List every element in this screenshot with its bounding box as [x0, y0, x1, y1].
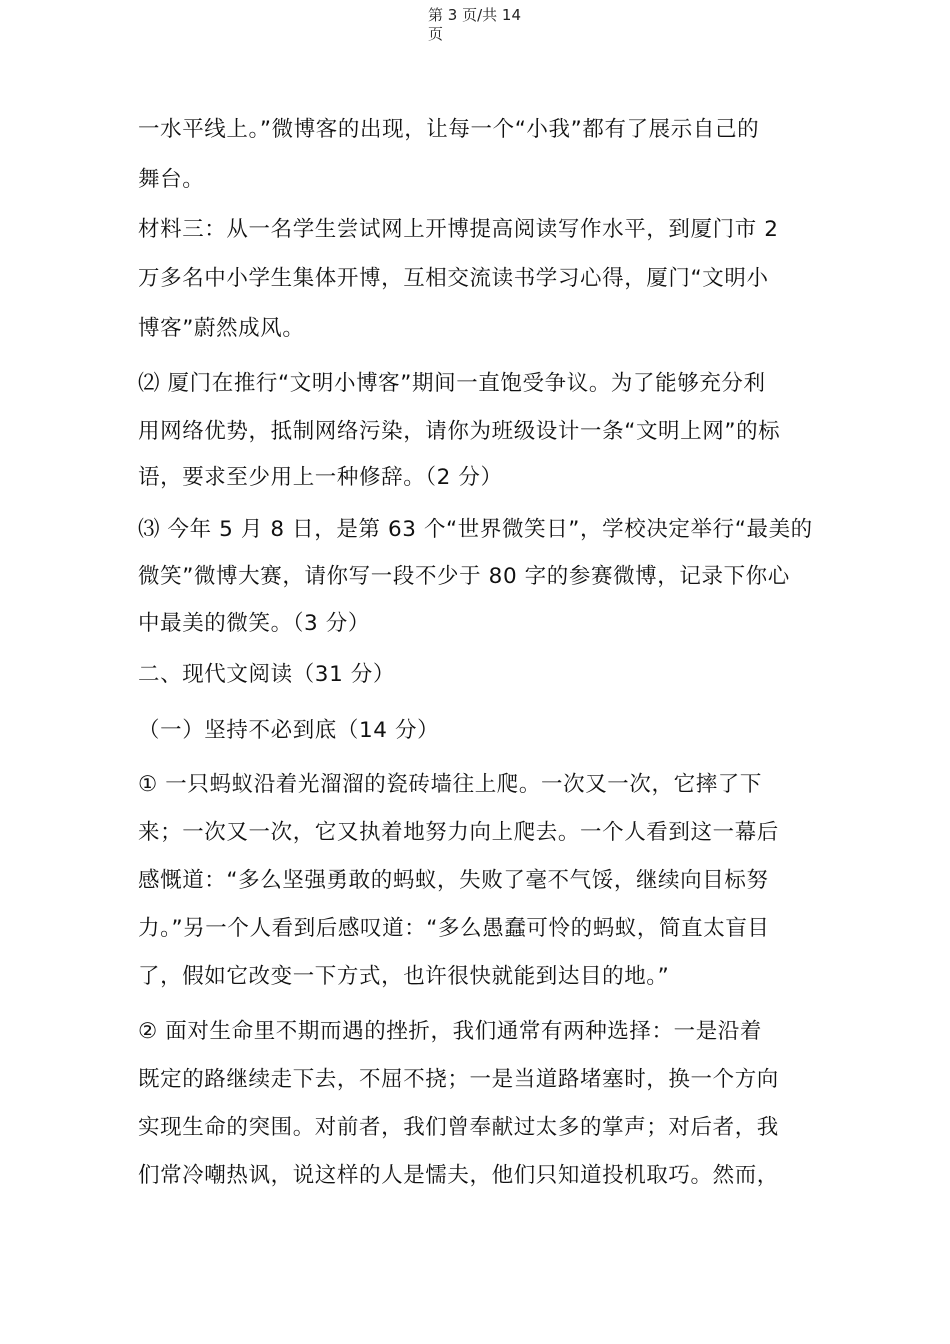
question-line: 中最美的微笑。（3 分）: [138, 611, 370, 636]
text-line: 万多名中小学生集体开博，互相交流读书学习心得，厦门“文明小: [138, 266, 769, 291]
text-line: 舞台。: [138, 167, 205, 192]
article-title: （一）坚持不必到底（14 分）: [138, 718, 440, 743]
section-heading: 二、现代文阅读（31 分）: [138, 662, 395, 687]
paragraph-line: 既定的路继续走下去，不屈不挠；一是当道路堵塞时，换一个方向: [138, 1067, 779, 1092]
page-number-header: [428, 6, 538, 44]
text-line: 博客”蔚然成风。: [138, 316, 305, 341]
question-line: 用网络优势，抵制网络污染，请你为班级设计一条“文明上网”的标: [138, 419, 781, 444]
paragraph-line: 们常冷嘲热讽，说这样的人是懦夫，他们只知道投机取巧。然而，: [138, 1163, 779, 1188]
paragraph-line: ② 面对生命里不期而遇的挫折，我们通常有两种选择：一是沿着: [138, 1019, 763, 1044]
question-line: ⑵ 厦门在推行“文明小博客”期间一直饱受争议。为了能够充分利: [138, 371, 766, 396]
paragraph-line: 来；一次又一次，它又执着地努力向上爬去。一个人看到这一幕后: [138, 820, 779, 845]
paragraph-line: 感慨道：“多么坚强勇敢的蚂蚁，失败了毫不气馁，继续向目标努: [138, 868, 769, 893]
page-number-line-2: 页: [428, 25, 444, 43]
page-number-line-1: 第 3 页/共 14: [428, 6, 521, 24]
text-line: 一水平线上。”微博客的出现，让每一个“小我”都有了展示自己的: [138, 117, 760, 142]
question-line: ⑶ 今年 5 月 8 日，是第 63 个“世界微笑日”，学校决定举行“最美的: [138, 517, 813, 542]
question-line: 语，要求至少用上一种修辞。（2 分）: [138, 465, 503, 490]
paragraph-line: 了，假如它改变一下方式，也许很快就能到达目的地。”: [138, 964, 670, 989]
paragraph-line: ① 一只蚂蚁沿着光溜溜的瓷砖墙往上爬。一次又一次，它摔了下: [138, 772, 763, 797]
text-line: 材料三：从一名学生尝试网上开博提高阅读写作水平，到厦门市 2: [138, 217, 779, 242]
paragraph-line: 实现生命的突围。对前者，我们曾奉献过太多的掌声；对后者，我: [138, 1115, 779, 1140]
question-line: 微笑”微博大赛，请你写一段不少于 80 字的参赛微博，记录下你心: [138, 564, 790, 589]
paragraph-line: 力。”另一个人看到后感叹道：“多么愚蠢可怜的蚂蚁，简直太盲目: [138, 916, 770, 941]
